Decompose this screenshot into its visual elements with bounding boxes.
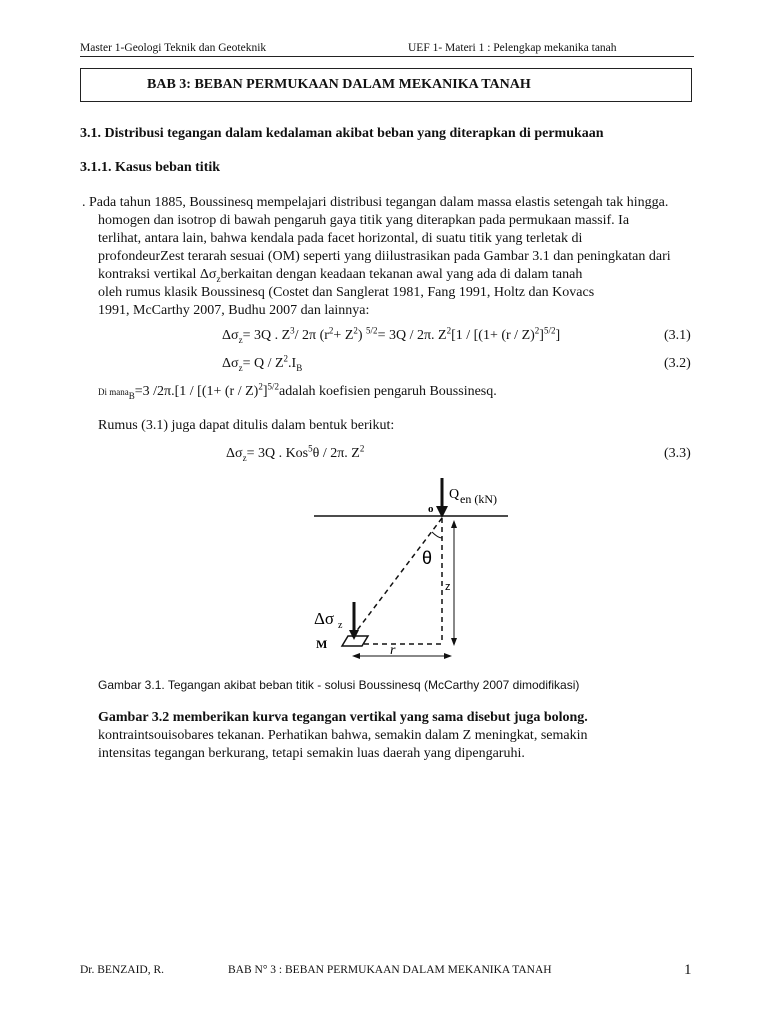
origin-label: o (428, 503, 434, 515)
equation-3-1: $\Delta\sigma_z= 3Q$ . $Z^3/$ 2π $(r^2+ Z^2)$ $^{5/2}$= 3Q / 2π. $Z^2[1 / [(1+ (r / Z)^2]^{5/2}]$ (222, 325, 561, 345)
point-m-label: M (316, 637, 328, 651)
equation-number: (3.2) (664, 356, 691, 371)
delta-sigma-subscript: z (338, 620, 343, 631)
paragraph-text: kontraksi vertikal (98, 267, 200, 282)
om-dashed-line (352, 518, 442, 637)
paragraph-line: 1991, McCarthy 2007, Budhu 2007 dan lainnya: (98, 303, 370, 318)
paragraph-line: kontraksi vertikal $\Delta\sigma_zberkaitan$ dengan keadaan tekanan awal yang ada di dalam tanah (98, 267, 583, 284)
load-label: en (kN) (460, 492, 497, 506)
header-right: UEF 1- Materi 1 : Pelengkap mekanika tanah (408, 42, 617, 54)
definition-text: adalah koefisien pengaruh Boussinesq. (279, 384, 497, 399)
load-q-symbol: Q (449, 487, 460, 502)
header-rule (80, 56, 694, 57)
paragraph-line: kontraintsouisobares tekanan. Perhatikan bahwa, semakin dalam Z meningkat, semakin (98, 728, 588, 743)
header-left: Master 1-Geologi Teknik dan Geoteknik (80, 42, 267, 54)
r-arrow-left (352, 653, 360, 659)
boussinesq-diagram (312, 472, 512, 667)
equation-number: (3.3) (664, 446, 691, 461)
influence-coefficient-definition: Di mana$_B$=3 $/2\pi.[1 / [(1+ (r / Z)^2]^{5/2}adalah$ koefisien pengaruh Boussinesq. (98, 381, 497, 401)
paragraph-line: terlihat, antara lain, bahwa kendala pada facet horizontal, di suatu titik yang terletak di (98, 231, 583, 246)
equation-number: (3.1) (664, 328, 691, 343)
z-label: z (445, 581, 451, 593)
chapter-title: BAB 3: BEBAN PERMUKAAN DALAM MEKANIKA TANAH (147, 77, 531, 92)
section-heading-3-1: 3.1. Distribusi tegangan dalam kedalaman akibat beban yang diterapkan di permukaan (80, 126, 604, 141)
z-arrow-top (451, 520, 457, 528)
footer-author: Dr. BENZAID, R. (80, 964, 165, 976)
page-number: 1 (684, 962, 692, 978)
paragraph-line: . Pada tahun 1885, Boussinesq mempelajari distribusi tegangan dalam massa elastis setengah tak hingga. (82, 195, 669, 210)
paragraph-line: intensitas tegangan berkurang, tetapi semakin luas daerah yang dipengaruhi. (98, 746, 525, 761)
equation-3-3: $\Delta\sigma_z= 3Q$ . Kos$^5$θ / 2π. $Z^2$ (226, 443, 365, 463)
angle-arc (432, 532, 442, 538)
stress-arrow-head (349, 630, 359, 640)
paragraph-bold-line: Gambar 3.2 memberikan kurva tegangan vertikal yang sama disebut juga bolong. (98, 710, 588, 725)
section-heading-3-1-1: 3.1.1. Kasus beban titik (80, 160, 221, 175)
footer-chapter: BAB N° 3 : BEBAN PERMUKAAN DALAM MEKANIKA TANAH (228, 964, 552, 976)
second-paragraph (98, 709, 678, 763)
theta-label: θ (422, 548, 433, 568)
alternative-form-text: Rumus (3.1) juga dapat ditulis dalam bentuk berikut: (98, 418, 395, 433)
paragraph-line: oleh rumus klasik Boussinesq (Costet dan Sanglerat 1981, Fang 1991, Holtz dan Kovacs (98, 285, 595, 300)
r-arrow-right (444, 653, 452, 659)
boussinesq-figure (312, 472, 512, 667)
equation-3-2: $\Delta\sigma_z= Q / Z^2.I_B$ (222, 353, 303, 373)
paragraph-line: profondeurZest terarah sesuai (OM) seperti yang diilustrasikan pada Gambar 3.1 dan peningkatan dari (98, 249, 671, 264)
definition-prefix: Di mana (98, 387, 129, 397)
r-label: r (390, 643, 396, 658)
paragraph-line: homogen dan isotrop di bawah pengaruh gaya titik yang diterapkan pada permukaan massif. Ia (98, 213, 630, 228)
chapter-title-box (80, 68, 692, 102)
delta-sigma-label: Δσ (314, 609, 335, 628)
paragraph-text: berkaitan dengan keadaan tekanan awal yang ada di dalam tanah (220, 267, 583, 282)
intro-paragraph (82, 194, 706, 320)
z-arrow-bottom (451, 638, 457, 646)
figure-caption: Gambar 3.1. Tegangan akibat beban titik - solusi Boussinesq (McCarthy 2007 dimodifikasi) (98, 678, 580, 692)
